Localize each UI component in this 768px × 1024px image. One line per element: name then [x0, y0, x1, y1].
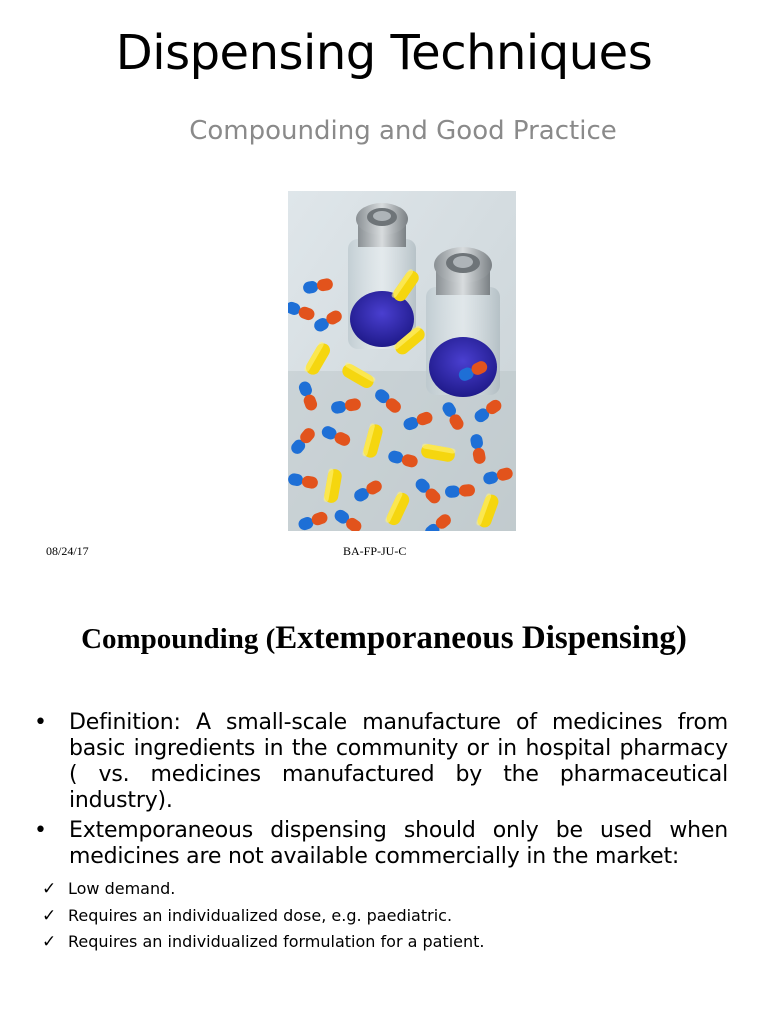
check-item	[42, 929, 732, 956]
slide-heading	[0, 620, 768, 657]
bullet-item	[30, 710, 728, 814]
slide-title: Dispensing Techniques	[115, 25, 653, 81]
pills-and-vials-photo	[288, 191, 516, 531]
checkmark-list	[42, 876, 732, 956]
checkmark-icon: ✓	[42, 932, 57, 952]
slide-footer-code: BA-FP-JU-C	[343, 544, 407, 558]
bullet-text: Extemporaneous dispensing should only be used when medicines are not available commercially in the market:	[69, 818, 728, 869]
slide-date: 08/24/17	[46, 544, 89, 558]
check-text: Low demand.	[68, 879, 176, 898]
heading-part-2: Extemporaneous Dispensing)	[275, 620, 687, 656]
check-text: Requires an individualized dose, e.g. paediatric.	[68, 905, 453, 925]
check-item	[42, 876, 732, 903]
check-item	[42, 903, 732, 930]
checkmark-icon: ✓	[42, 879, 57, 899]
bullet-item	[30, 818, 728, 870]
bullet-icon: •	[34, 710, 47, 735]
content-slide	[0, 580, 768, 1024]
slide-subtitle: Compounding and Good Practice	[189, 116, 617, 146]
bullet-text: Definition: A small-scale manufacture of medicines from basic ingredients in the community or in hospital pharmacy ( vs. medicines manufactured by the pharmaceutical industry).	[69, 710, 728, 813]
heading-part-1: Compounding (	[81, 623, 276, 655]
check-text: Requires an individualized formulation for a patient.	[68, 932, 485, 951]
bullet-list	[30, 710, 728, 874]
bullet-icon: •	[34, 818, 47, 843]
checkmark-icon: ✓	[42, 905, 57, 926]
